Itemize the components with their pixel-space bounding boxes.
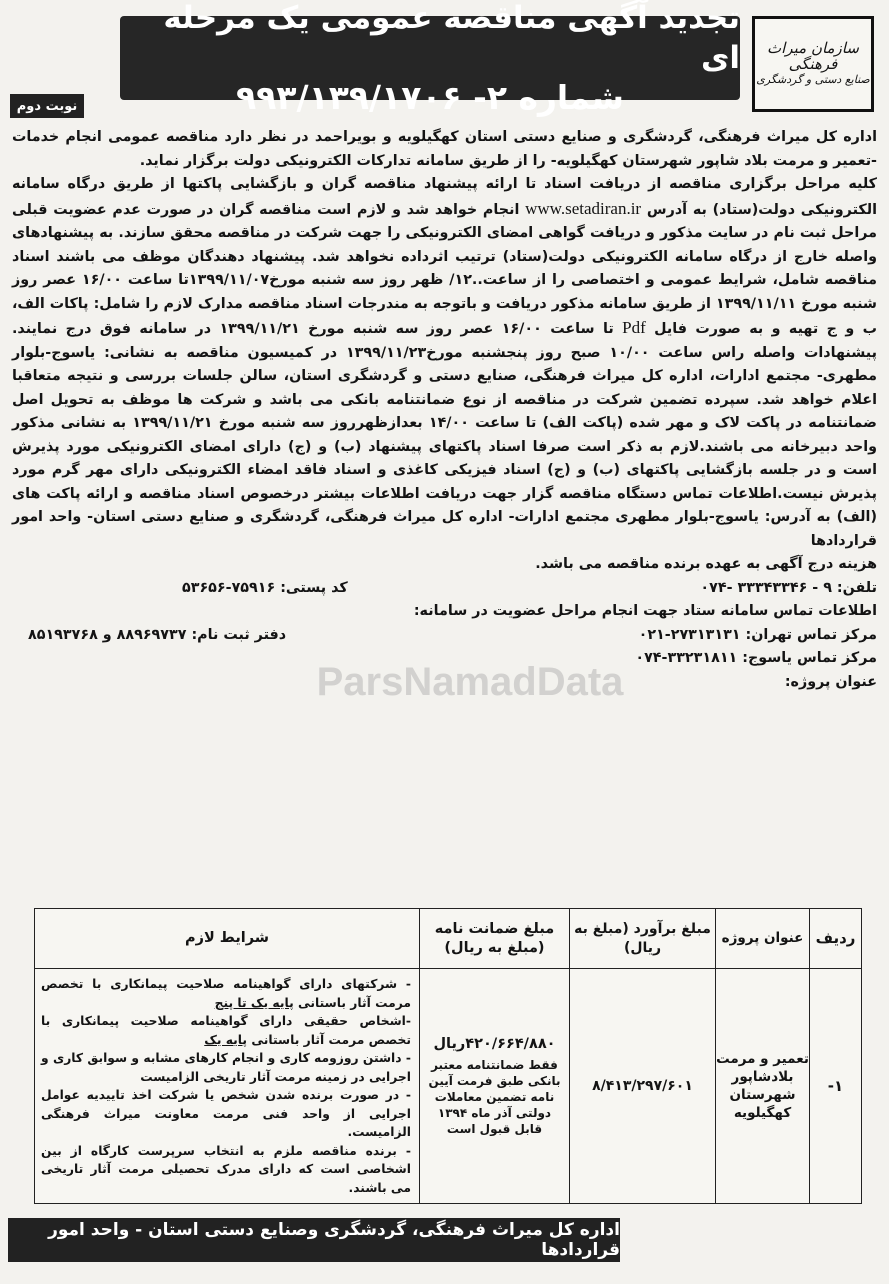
title-banner: [120, 0, 740, 117]
watermark: ParsNamadData: [316, 660, 624, 704]
header-estimate: مبلغ برآورد (مبلغ به ریال): [570, 909, 716, 969]
project-table: [34, 908, 862, 1204]
header-row-number: ردیف: [810, 909, 862, 969]
condition-2-text: -اشخاص حقیقی دارای گواهینامه صلاحیت پیمانکاری با تخصص مرمت آثار باستانی: [41, 1014, 411, 1047]
condition-item-3: - داشتن روزومه کاری و انجام کارهای مشابه و سوابق کاری و اجرایی در زمینه مرمت آثار تاریخی الزامیست: [41, 1051, 411, 1084]
setad-contact-heading: اطلاعات تماس سامانه ستاد جهت انجام مراحل عضویت در سامانه:: [413, 603, 877, 619]
pdf-label: Pdf: [622, 318, 646, 337]
table-header-row: [35, 909, 862, 969]
procedure-text-1: کلیه مراحل برگزاری مناقصه از دریافت اسناد تا ارائه پیشنهاد مناقصه گران و بازگشایی پاکتها از طریق درگاه سامانه الکترونیکی دولت(ستاد) به آدرس: [12, 176, 877, 218]
yasuj-call-center: مرکز تماس یاسوج: ۳۳۲۳۱۸۱۱-۰۷۴: [635, 650, 877, 666]
condition-1-grade: پایه یک تا پنج: [214, 995, 294, 1010]
estimate-amount: ۸/۴۱۳/۲۹۷/۶۰۱: [570, 969, 716, 1204]
condition-item-1: [41, 975, 411, 1012]
phone-postal-row: [12, 577, 877, 601]
project-title-heading: عنوان پروژه:: [784, 673, 877, 690]
header-guarantee: مبلغ ضمانت نامه (مبلغ به ریال): [420, 909, 570, 969]
procedure-paragraph: [12, 173, 877, 553]
guarantee-amount: ۴۲۰/۶۶۴/۸۸۰ریال: [433, 1036, 556, 1052]
guarantee-note: فقط ضمانتنامه معتبر بانکی طبق فرمت آیین نامه تضمین معاملات دولتی آذر ماه ۱۳۹۴ قابل قبول است: [428, 1058, 561, 1136]
table-row: [35, 969, 862, 1204]
logo-line-2: صنایع دستی و گردشگری: [756, 73, 870, 86]
header-project-title: عنوان پروژه: [716, 909, 810, 969]
logo-line-1: سازمان میراث فرهنگی: [767, 39, 859, 73]
ad-body: [12, 126, 877, 694]
cost-note: هزینه درج آگهی به عهده برنده مناقصه می باشد.: [535, 556, 877, 572]
ad-header: [10, 0, 880, 118]
conditions-cell: [35, 969, 420, 1204]
setad-url-link[interactable]: www.setadiran.ir: [525, 198, 642, 218]
condition-item-4: - در صورت برنده شدن شخص یا شرکت اخذ تاییدیه عوامل اجرایی از واحد فنی مرمت معاونت میراث فرهنگی الزامیست.: [41, 1088, 411, 1139]
condition-item-5: - برنده مناقصه ملزم به انتخاب سرپرست کارگاه از بین اشخاصی است که دارای مدرک تحصیلی مرمت آثار تاریخی می باشند.: [41, 1143, 411, 1195]
guarantee-cell: [420, 969, 570, 1204]
procedure-text-2: انجام خواهد شد و لازم است مناقصه گران در صورت عدم عضویت قبلی مراحل ثبت نام در سایت مذکور و دریافت گواهی امضای الکترونیکی را جهت شرکت در مناقصه محقق سازند. به پیشنهادهای واصله خارج از درگاه سامانه الکترونیکی دولت(ستاد) ترتیب اثرداده نخواهد شد. پیشنهاد دهندگان موظف می باشند اسناد مناقصه شامل، شرایط عمومی و اختصاصی را از ساعت..۱۲/ ظهر روز سه شنبه مورخ۱۳۹۹/۱۱/۰۷تا ساعت ۱۶/۰۰ عصر روز شنبه مورخ ۱۳۹۹/۱۱/۱۱ از طریق سامانه مذکور دریافت و باتوجه به مندرجات اسناد مناقصه مدارک لازم را شامل: پاکات الف، ب و ج تهیه و به صورت فایل: [12, 201, 877, 337]
postal-code: کد پستی: ۷۵۹۱۶-۵۳۶۵۶: [182, 579, 348, 596]
project-title: تعمیر و مرمت بلادشاپور شهرستان کهگیلویه: [716, 969, 810, 1204]
condition-1-text: - شرکتهای دارای گواهینامه صلاحیت پیمانکاری با تخصص مرمت آثار باستانی: [41, 977, 411, 1010]
project-table-wrapper: [34, 908, 862, 1204]
ad-number: شماره ۲- ۹۹۳/۱۳۹/۱۷۰۶: [236, 78, 624, 117]
row-number: ۱-: [810, 969, 862, 1204]
tehran-contact-row: [12, 624, 877, 648]
procedure-text-3: تا ساعت ۱۶/۰۰ عصر روز سه شنبه مورخ ۱۳۹۹/۱۱/۲۱ در سامانه فوق درج نمایند. پیشنهادات واصله راس ساعت ۱۰/۰۰ صبح روز پنجشنبه مورخ۱۳۹۹/۱۱/۲۳ در کمیسیون مناقصه به نشانی: یاسوج-بلوار مطهری- مجتمع ادارات، اداره کل میراث فرهنگی، صنایع دستی و گردشگری استان، سالن جلسات بررسی و نتیجه متعاقبا اعلام خواهد شد. سپرده تضمین شرکت در مناقصه از نوع ضمانتنامه بانکی می باشد و شرکت ها موظف به تحویل اصل ضمانتنامه در پاکت لاک و مهر شده (پاکت الف) تا ساعت ۱۴/۰۰ بعدازظهرروز سه شنبه مورخ ۱۳۹۹/۱۱/۲۱ به نشانی مذکور واحد دبیرخانه می باشند.لازم به ذکر است صرفا اسناد پاکتهای پیشنهاد (ب) و (ج) دارای امضای الکترونیکی مورد پذیرش است و در جلسه بازگشایی پاکتهای (ب) و (ج) اسناد فیزیکی کاغذی و اسناد فاقد امضاء الکترونیکی دارای مهر گرم مورد پذیرش نیست.اطلاعات تماس دستگاه مناقصه گزار جهت دریافت اطلاعات بیشتر درخصوص اسناد مناقصه و ارائه پاکت های (الف) به آدرس: یاسوج-بلوار مطهری مجتمع ادارات- اداره کل میراث فرهنگی، گردشگری و صنایع دستی استان- واحد امور قراردادها: [12, 321, 877, 549]
condition-2-grade: پایه یک: [204, 1032, 248, 1047]
footer-banner: اداره کل میراث فرهنگی، گردشگری وصنایع دستی استان - واحد امور قراردادها: [8, 1218, 620, 1262]
registration-office: دفتر ثبت نام: ۸۸۹۶۹۷۳۷ و ۸۵۱۹۳۷۶۸: [28, 626, 287, 643]
condition-item-2: [41, 1012, 411, 1049]
phone-number: تلفن: ۹ - ۳۳۳۴۳۳۴۶ -۰۷۴: [700, 579, 877, 596]
tehran-call-center: مرکز تماس تهران: ۲۷۳۱۳۱۳۱-۰۲۱: [638, 626, 877, 643]
header-conditions: شرایط لازم: [35, 909, 420, 969]
round-badge: نوبت دوم: [10, 94, 84, 118]
organization-logo: [752, 16, 874, 112]
ad-title: تجدید آگهی مناقصه عمومی یک مرحله ای: [163, 0, 740, 76]
intro-paragraph: اداره کل میراث فرهنگی، گردشگری و صنایع دستی استان کهگیلویه و بویراحمد در نظر دارد مناقصه عمومی انجام خدمات -تعمیر و مرمت بلاد شاپور شهرستان کهگیلویه- را از طریق سامانه تدارکات الکترونیکی دولت برگزار نماید.: [12, 129, 877, 169]
